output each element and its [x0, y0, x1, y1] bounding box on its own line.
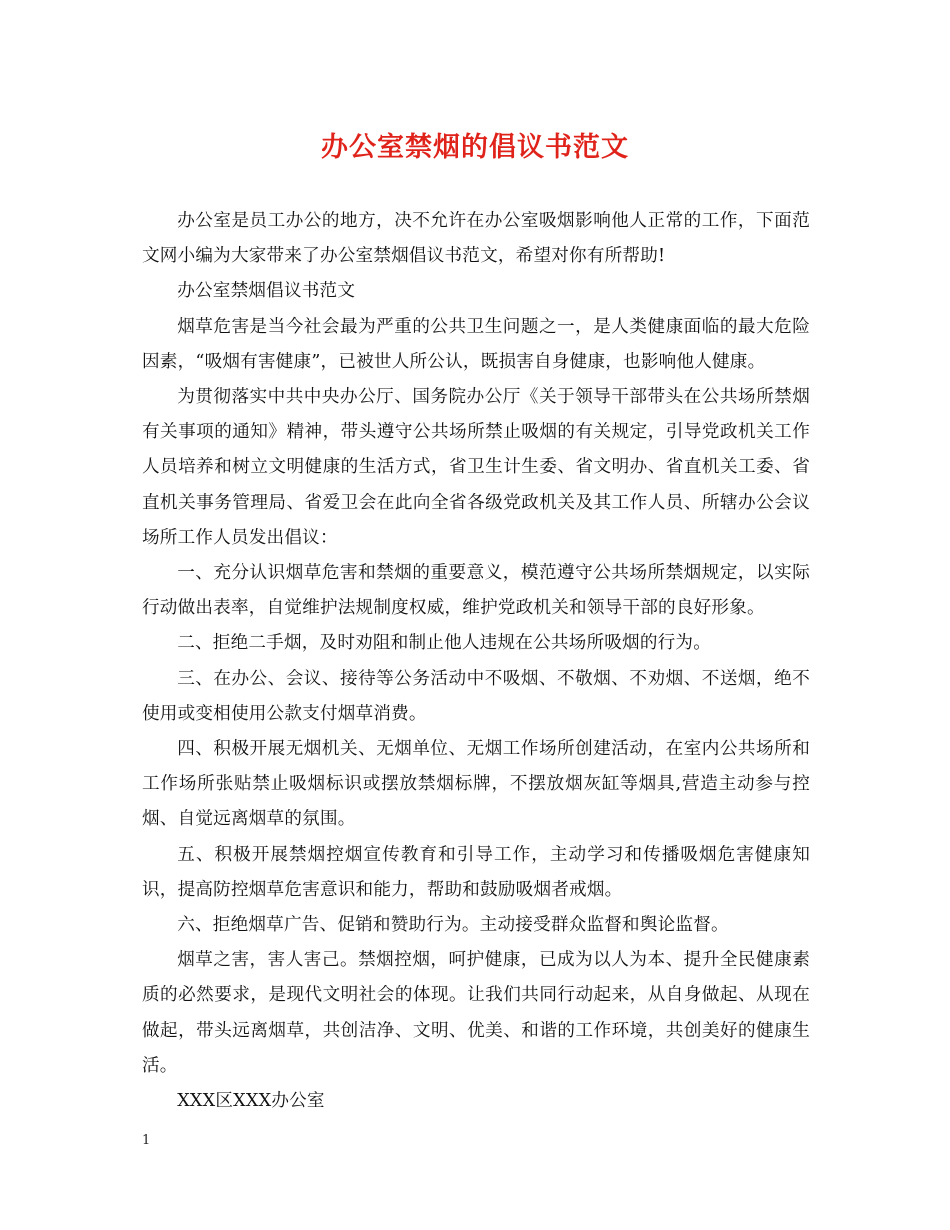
document-body — [142, 204, 810, 1119]
paragraph-point-one: 一、充分认识烟草危害和禁烟的重要意义，模范遵守公共场所禁烟规定，以实际行动做出表率，自觉维护法规制度权威，维护党政机关和领导干部的良好形象。 — [142, 563, 810, 619]
paragraph-conclusion: 烟草之害，害人害己。禁烟控烟，呵护健康，已成为以人为本、提升全民健康素质的必然要求，是现代文明社会的体现。让我们共同行动起来，从自身做起、从现在做起，带头远离烟草，共创洁净、文明、优美、和谐的工作环境，共创美好的健康生活。 — [142, 950, 810, 1076]
paragraph-point-three: 三、在办公、会议、接待等公务活动中不吸烟、不敬烟、不劝烟、不送烟，绝不使用或变相使用公款支付烟草消费。 — [142, 668, 810, 724]
paragraph-point-two: 二、拒绝二手烟，及时劝阻和制止他人违规在公共场所吸烟的行为。 — [177, 633, 712, 654]
paragraph-subheading: 办公室禁烟倡议书范文 — [177, 281, 356, 302]
page-number: 1 — [142, 1133, 151, 1148]
paragraph-initiative-background: 为贯彻落实中共中央办公厅、国务院办公厅《关于领导干部带头在公共场所禁烟有关事项的通知》精神，带头遵守公共场所禁止吸烟的有关规定，引导党政机关工作人员培养和树立文明健康的生活方式，省卫生计生委、省文明办、省直机关工委、省直机关事务管理局、省爱卫会在此向全省各级党政机关及其工作人员、所辖办公会议场所工作人员发出倡议： — [142, 387, 810, 548]
paragraph-point-four: 四、积极开展无烟机关、无烟单位、无烟工作场所创建活动，在室内公共场所和工作场所张贴禁止吸烟标识或摆放禁烟标牌，不摆放烟灰缸等烟具,营造主动参与控烟、自觉远离烟草的氛围。 — [142, 739, 810, 830]
paragraph-intro: 办公室是员工办公的地方，决不允许在办公室吸烟影响他人正常的工作，下面范文网小编为大家带来了办公室禁烟倡议书范文，希望对你有所帮助! — [142, 211, 810, 267]
paragraph-point-six: 六、拒绝烟草广告、促销和赞助行为。主动接受群众监督和舆论监督。 — [177, 915, 729, 936]
paragraph-tobacco-harm: 烟草危害是当今社会最为严重的公共卫生问题之一，是人类健康面临的最大危险因素，“吸烟有害健康”，已被世人所公认，既损害自身健康，也影响他人健康。 — [142, 316, 810, 372]
paragraph-point-five: 五、积极开展禁烟控烟宣传教育和引导工作，主动学习和传播吸烟危害健康知识，提高防控烟草危害意识和能力，帮助和鼓励吸烟者戒烟。 — [142, 844, 810, 900]
paragraph-signature: XXX区XXX办公室 — [177, 1091, 325, 1112]
document-title: 办公室禁烟的倡议书范文 — [321, 132, 629, 163]
